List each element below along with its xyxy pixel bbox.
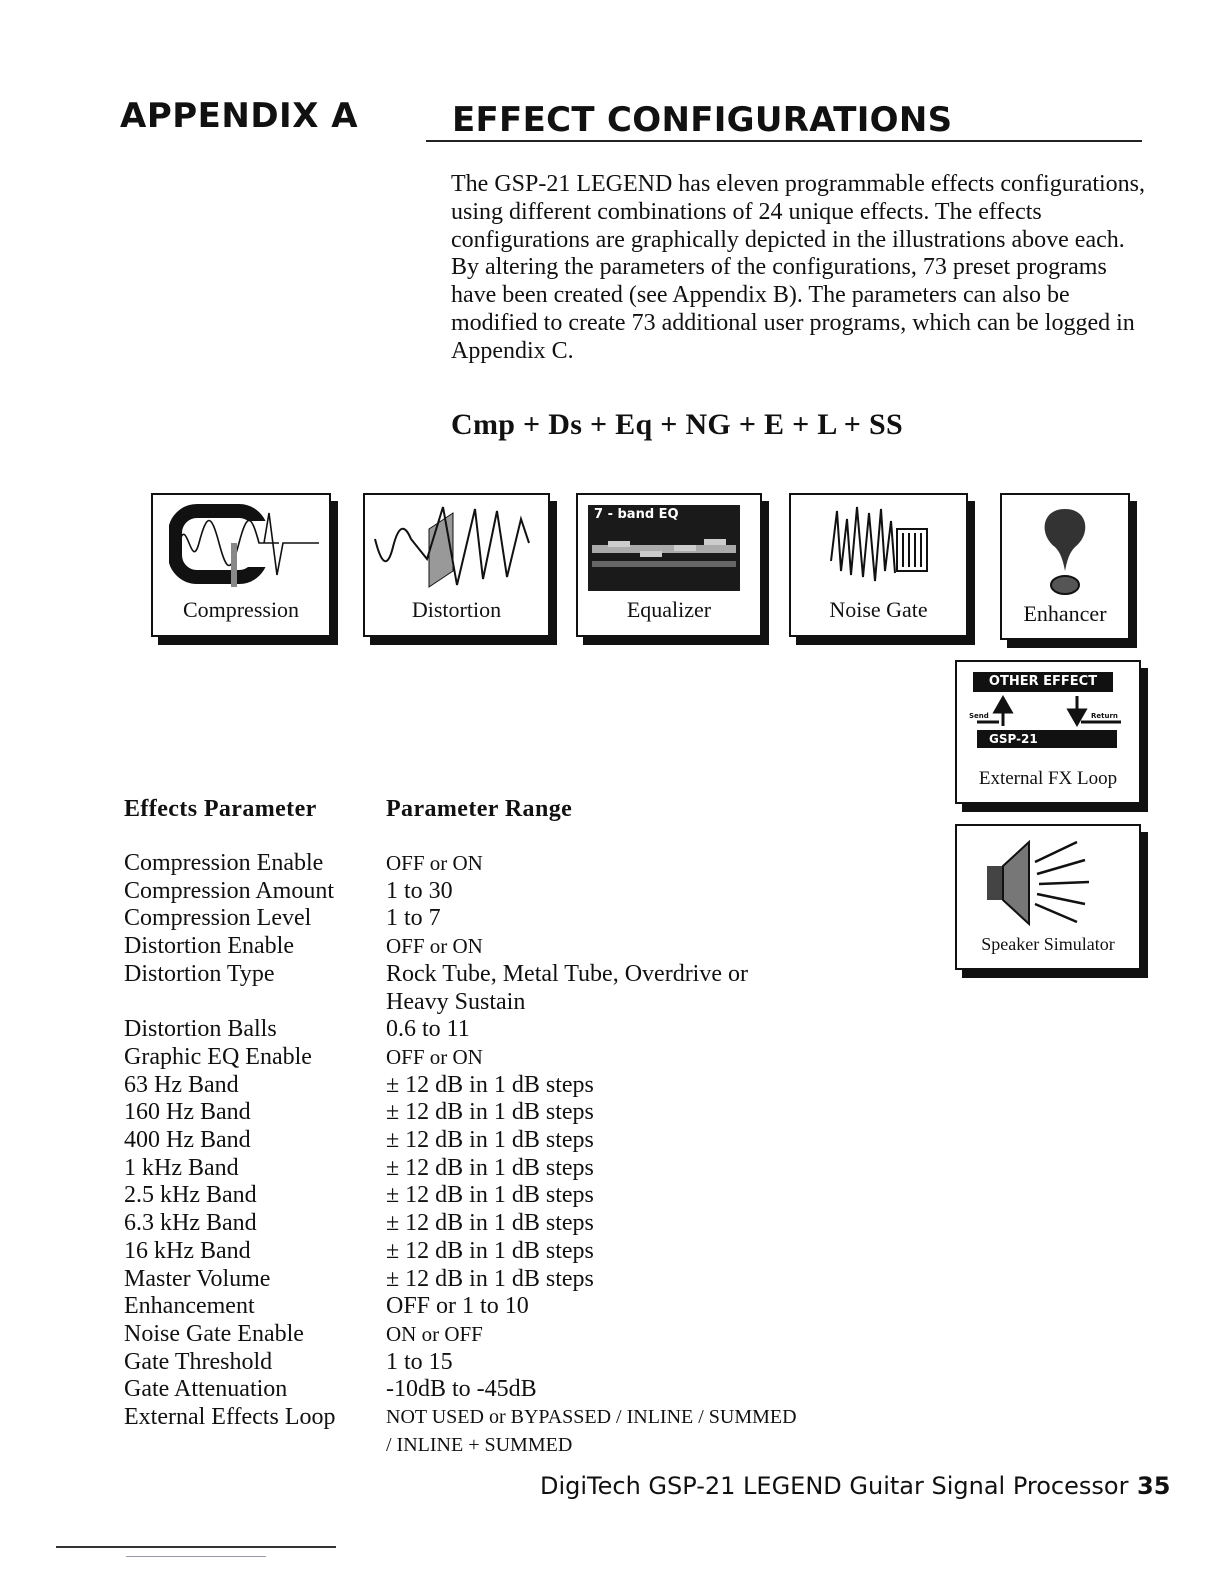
compression-box	[151, 493, 331, 637]
parameter-name: 6.3 kHz Band	[124, 1210, 257, 1237]
parameter-name: 16 kHz Band	[124, 1237, 251, 1264]
compression-icon	[169, 503, 319, 595]
table-row	[124, 1182, 806, 1210]
distortion-icon	[371, 499, 541, 595]
bottom-rule	[56, 1546, 336, 1548]
noise-gate-label: Noise Gate	[829, 597, 928, 622]
table-row	[124, 1016, 806, 1044]
external-fx-loop-box	[955, 660, 1141, 804]
table-row	[124, 878, 806, 906]
parameter-table	[124, 850, 806, 1459]
fx-loop-send-label: Send	[969, 712, 989, 720]
effects-parameter-header: Effects Parameter	[124, 796, 317, 822]
fx-loop-return-label: Return	[1091, 712, 1118, 720]
distortion-box	[363, 493, 550, 637]
speaker-simulator-box	[955, 824, 1141, 970]
speaker-icon	[985, 832, 1115, 928]
parameter-name: Distortion Balls	[124, 1016, 277, 1043]
parameter-range: ± 12 dB in 1 dB steps	[386, 1182, 594, 1209]
noise-gate-icon	[825, 501, 935, 591]
parameter-range: ± 12 dB in 1 dB steps	[386, 1127, 594, 1154]
distortion-label: Distortion	[411, 597, 502, 622]
table-row	[124, 850, 806, 878]
table-row	[124, 1293, 806, 1321]
table-row	[124, 1155, 806, 1183]
fx-loop-other-effect-bar: OTHER EFFECT	[973, 672, 1113, 692]
intro-paragraph: The GSP-21 LEGEND has eleven programmable effects configurations, using different combinations of 24 unique effects. The effects configurations are graphically depicted in the illustrations above each. By altering the parameters of the configurations, 73 preset programs have been created (see Appendix B). The parameters can also be modified to create 73 additional user programs, which can be logged in Appendix C.	[451, 171, 1146, 364]
parameter-name: External Effects Loop	[124, 1404, 336, 1431]
speaker-simulator-label: Speaker Simulator	[981, 934, 1115, 954]
parameter-range: ± 12 dB in 1 dB steps	[386, 1210, 594, 1237]
parameter-range: OFF or ON	[386, 851, 483, 875]
parameter-range: ± 12 dB in 1 dB steps	[386, 1071, 594, 1098]
table-row	[124, 905, 806, 933]
parameter-range-header: Parameter Range	[386, 796, 573, 822]
appendix-label: APPENDIX A	[120, 96, 359, 136]
section-title: EFFECT CONFIGURATIONS	[452, 100, 953, 140]
table-row	[124, 1044, 806, 1072]
parameter-range: OFF or ON	[386, 1044, 483, 1069]
parameter-name: Enhancement	[124, 1293, 255, 1320]
parameter-range: 0.6 to 11	[386, 1016, 470, 1043]
title-underline	[426, 140, 1142, 142]
parameter-range: OFF or 1 to 10	[386, 1293, 529, 1320]
parameter-name: Gate Threshold	[124, 1348, 273, 1375]
enhancer-label: Enhancer	[1023, 601, 1107, 626]
parameter-name: 160 Hz Band	[124, 1099, 251, 1126]
fx-loop-gsp21-bar: GSP-21	[977, 730, 1117, 748]
parameter-range: -10dB to -45dB	[386, 1376, 537, 1403]
enhancer-box	[1000, 493, 1130, 640]
page-number: 35	[1137, 1472, 1171, 1500]
table-row	[124, 1349, 806, 1377]
enhancer-icon	[1035, 505, 1095, 605]
parameter-range: 1 to 15	[386, 1348, 453, 1375]
parameter-name: Graphic EQ Enable	[124, 1043, 312, 1070]
parameter-range: ± 12 dB in 1 dB steps	[386, 1154, 594, 1181]
parameter-name: Distortion Type	[124, 960, 275, 987]
fx-loop-arrows-icon	[973, 694, 1123, 728]
parameter-name: Compression Level	[124, 905, 312, 932]
parameter-name: Compression Enable	[124, 850, 324, 876]
table-row	[124, 933, 806, 961]
fx-loop-label: External FX Loop	[978, 768, 1118, 789]
parameter-range: ± 12 dB in 1 dB steps	[386, 1099, 594, 1126]
parameter-name: 63 Hz Band	[124, 1071, 239, 1098]
table-row	[124, 1266, 806, 1294]
parameter-range: NOT USED or BYPASSED / INLINE / SUMMED / INLINE + SUMMED	[386, 1406, 797, 1456]
parameter-name: Distortion Enable	[124, 933, 294, 960]
table-row	[124, 1072, 806, 1100]
bottom-rule-short	[126, 1556, 266, 1557]
equalizer-box	[576, 493, 762, 637]
table-row	[124, 1099, 806, 1127]
noise-gate-box	[789, 493, 968, 637]
table-row	[124, 1404, 806, 1459]
parameter-name: Noise Gate Enable	[124, 1320, 304, 1347]
parameter-name: 400 Hz Band	[124, 1127, 251, 1154]
parameter-range: 1 to 30	[386, 877, 453, 904]
parameter-name: 2.5 kHz Band	[124, 1182, 257, 1209]
parameter-name: Compression Amount	[124, 877, 335, 904]
parameter-name: Master Volume	[124, 1265, 271, 1292]
equalizer-label: Equalizer	[626, 597, 712, 622]
table-row	[124, 961, 806, 1016]
equalizer-badge: 7 - band EQ	[594, 507, 679, 522]
table-row	[124, 1127, 806, 1155]
compression-label: Compression	[182, 597, 300, 622]
parameter-range: OFF or ON	[386, 934, 483, 959]
table-row	[124, 1321, 806, 1349]
table-row	[124, 1210, 806, 1238]
parameter-range: 1 to 7	[386, 905, 441, 932]
parameter-name: 1 kHz Band	[124, 1154, 239, 1181]
parameter-range: ± 12 dB in 1 dB steps	[386, 1237, 594, 1264]
table-row	[124, 1238, 806, 1266]
table-row	[124, 1376, 806, 1404]
parameter-range: ON or OFF	[386, 1321, 483, 1346]
configuration-formula: Cmp + Ds + Eq + NG + E + L + SS	[451, 408, 903, 441]
footer-product: DigiTech GSP-21 LEGEND Guitar Signal Processor	[540, 1472, 1129, 1500]
parameter-range: Rock Tube, Metal Tube, Overdrive or Heavy Sustain	[386, 960, 748, 1015]
parameter-range: ± 12 dB in 1 dB steps	[386, 1265, 594, 1292]
parameter-name: Gate Attenuation	[124, 1376, 288, 1403]
